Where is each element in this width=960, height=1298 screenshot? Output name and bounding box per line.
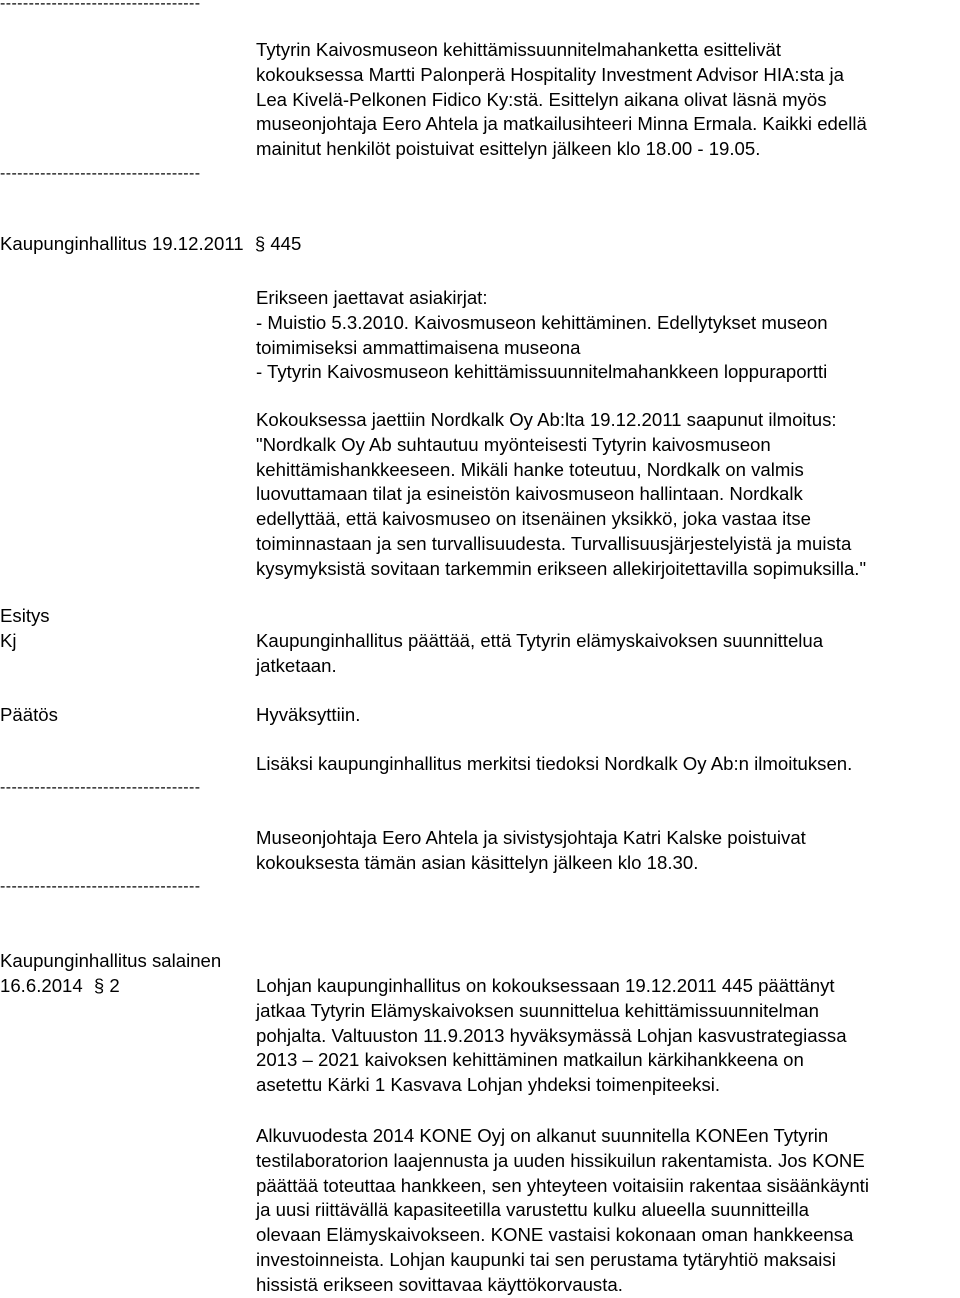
text-line: jatkaa Tytyrin Elämyskaivoksen suunnittelua kehittämissuunnitelman xyxy=(256,999,819,1021)
text-line: investoinneista. Lohjan kaupunki tai sen perustama tytäryhtiö maksaisi xyxy=(256,1248,836,1270)
attachment-item: toimimiseksi ammattimaisena museona xyxy=(256,336,581,358)
text-line: Lea Kivelä-Pelkonen Fidico Ky:stä. Esittelyn aikana olivat läsnä myös xyxy=(256,88,827,110)
date-text: 16.6.2014 xyxy=(0,975,83,996)
paatos-label: Päätös xyxy=(0,704,58,725)
text-line: kehittämishankkeeseen. Mikäli hanke toteutuu, Nordkalk on valmis xyxy=(256,458,804,480)
attachment-item: - Tytyrin Kaivosmuseon kehittämissuunnitelmahankkeen loppuraportti xyxy=(256,361,828,383)
proposal-text xyxy=(256,629,823,679)
attachments-block xyxy=(256,286,828,385)
text-line: mainitut henkilöt poistuivat esittelyn jälkeen klo 18.00 - 19.05. xyxy=(256,138,761,160)
section-number: 445 xyxy=(270,233,302,254)
section-number: 2 xyxy=(109,975,120,996)
heading-prefix: Kaupunginhallitus 19.12.2011 xyxy=(0,233,244,254)
text-line: toiminnastaan ja sen turvallisuudesta. Turvallisuusjärjestelyistä ja muista xyxy=(256,532,852,554)
text-line: Alkuvuodesta 2014 KONE Oyj on alkanut suunnitella KONEen Tytyrin xyxy=(256,1125,829,1146)
section-heading xyxy=(0,232,301,257)
text-line: jatketaan. xyxy=(256,654,337,676)
text-line: kokouksessa Martti Palonperä Hospitality Investment Advisor HIA:sta ja xyxy=(256,63,845,85)
section2-paragraph-1 xyxy=(256,974,847,1098)
section2-heading: Kaupunginhallitus salainen xyxy=(0,950,222,971)
text-line: kokouksesta tämän asian käsittelyn jälkeen klo 18.30. xyxy=(256,851,699,873)
text-line: asetettu Kärki 1 Kasvava Lohjan yhdeksi toimenpiteeksi. xyxy=(256,1074,721,1096)
attachment-item: - Muistio 5.3.2010. Kaivosmuseon kehittäminen. Edellytykset museon xyxy=(256,311,828,333)
section-sign: § xyxy=(93,975,105,996)
text-line: museonjohtaja Eero Ahtela ja matkailusihteeri Minna Ermala. Kaikki edellä xyxy=(256,113,867,135)
esitys-label: Esitys xyxy=(0,605,50,626)
separator-line: ----------------------------------- xyxy=(0,0,201,12)
attachments-title: Erikseen jaettavat asiakirjat: xyxy=(256,287,488,308)
kj-label: Kj xyxy=(0,630,17,651)
text-line: hissistä erikseen sovittavaa käyttökorvausta. xyxy=(256,1273,623,1295)
text-line: pohjalta. Valtuuston 11.9.2013 hyväksymässä Lohjan kasvustrategiassa xyxy=(256,1024,847,1046)
text-line: kysymyksistä sovitaan tarkemmin erikseen allekirjoitettavilla sopimuksilla." xyxy=(256,557,867,579)
nordkalk-notice xyxy=(256,408,866,582)
decision-text: Hyväksyttiin. xyxy=(256,704,361,725)
text-line: "Nordkalk Oy Ab suhtautuu myönteisesti Tytyrin kaivosmuseon xyxy=(256,433,771,455)
departure-note xyxy=(256,826,806,876)
text-line: olevaan Elämyskaivokseen. KONE vastaisi kokonaan oman hankkeensa xyxy=(256,1224,854,1246)
section-sign: § xyxy=(254,233,266,254)
additional-decision: Lisäksi kaupunginhallitus merkitsi tiedoksi Nordkalk Oy Ab:n ilmoituksen. xyxy=(256,753,853,774)
separator-line: ----------------------------------- xyxy=(0,165,201,182)
section2-paragraph-2 xyxy=(256,1124,869,1298)
text-line: päättää toteuttaa hankkeen, sen yhteyteen voitaisiin rakentaa sisäänkäynti xyxy=(256,1174,869,1196)
text-line: Tytyrin Kaivosmuseon kehittämissuunnitelmahanketta esittelivät xyxy=(256,39,782,60)
text-line: ja uusi riittävällä kapasiteetilla varustettu kulku alueella suunnitteilla xyxy=(256,1199,809,1221)
text-line: 2013 – 2021 kaivoksen kehittäminen matkailun kärkihankkeena on xyxy=(256,1049,804,1071)
text-line: Kaupunginhallitus päättää, että Tytyrin elämyskaivoksen suunnittelua xyxy=(256,630,824,651)
text-line: edellyttää, että kaivosmuseo on itsenäinen yksikkö, joka vastaa itse xyxy=(256,508,812,530)
presentation-paragraph xyxy=(256,38,867,162)
section2-date xyxy=(0,974,120,999)
text-line: testilaboratorion laajennusta ja uuden hissikuilun rakentamista. Jos KONE xyxy=(256,1149,865,1171)
separator-line: ----------------------------------- xyxy=(0,779,201,796)
text-line: luovuttamaan tilat ja esineistön kaivosmuseon hallintaan. Nordkalk xyxy=(256,483,803,505)
separator-line: ----------------------------------- xyxy=(0,878,201,895)
text-line: Lohjan kaupunginhallitus on kokouksessaan 19.12.2011 445 päättänyt xyxy=(256,975,835,996)
text-line: Museonjohtaja Eero Ahtela ja sivistysjohtaja Katri Kalske poistuivat xyxy=(256,827,806,848)
text-line: Kokouksessa jaettiin Nordkalk Oy Ab:lta 19.12.2011 saapunut ilmoitus: xyxy=(256,409,837,430)
